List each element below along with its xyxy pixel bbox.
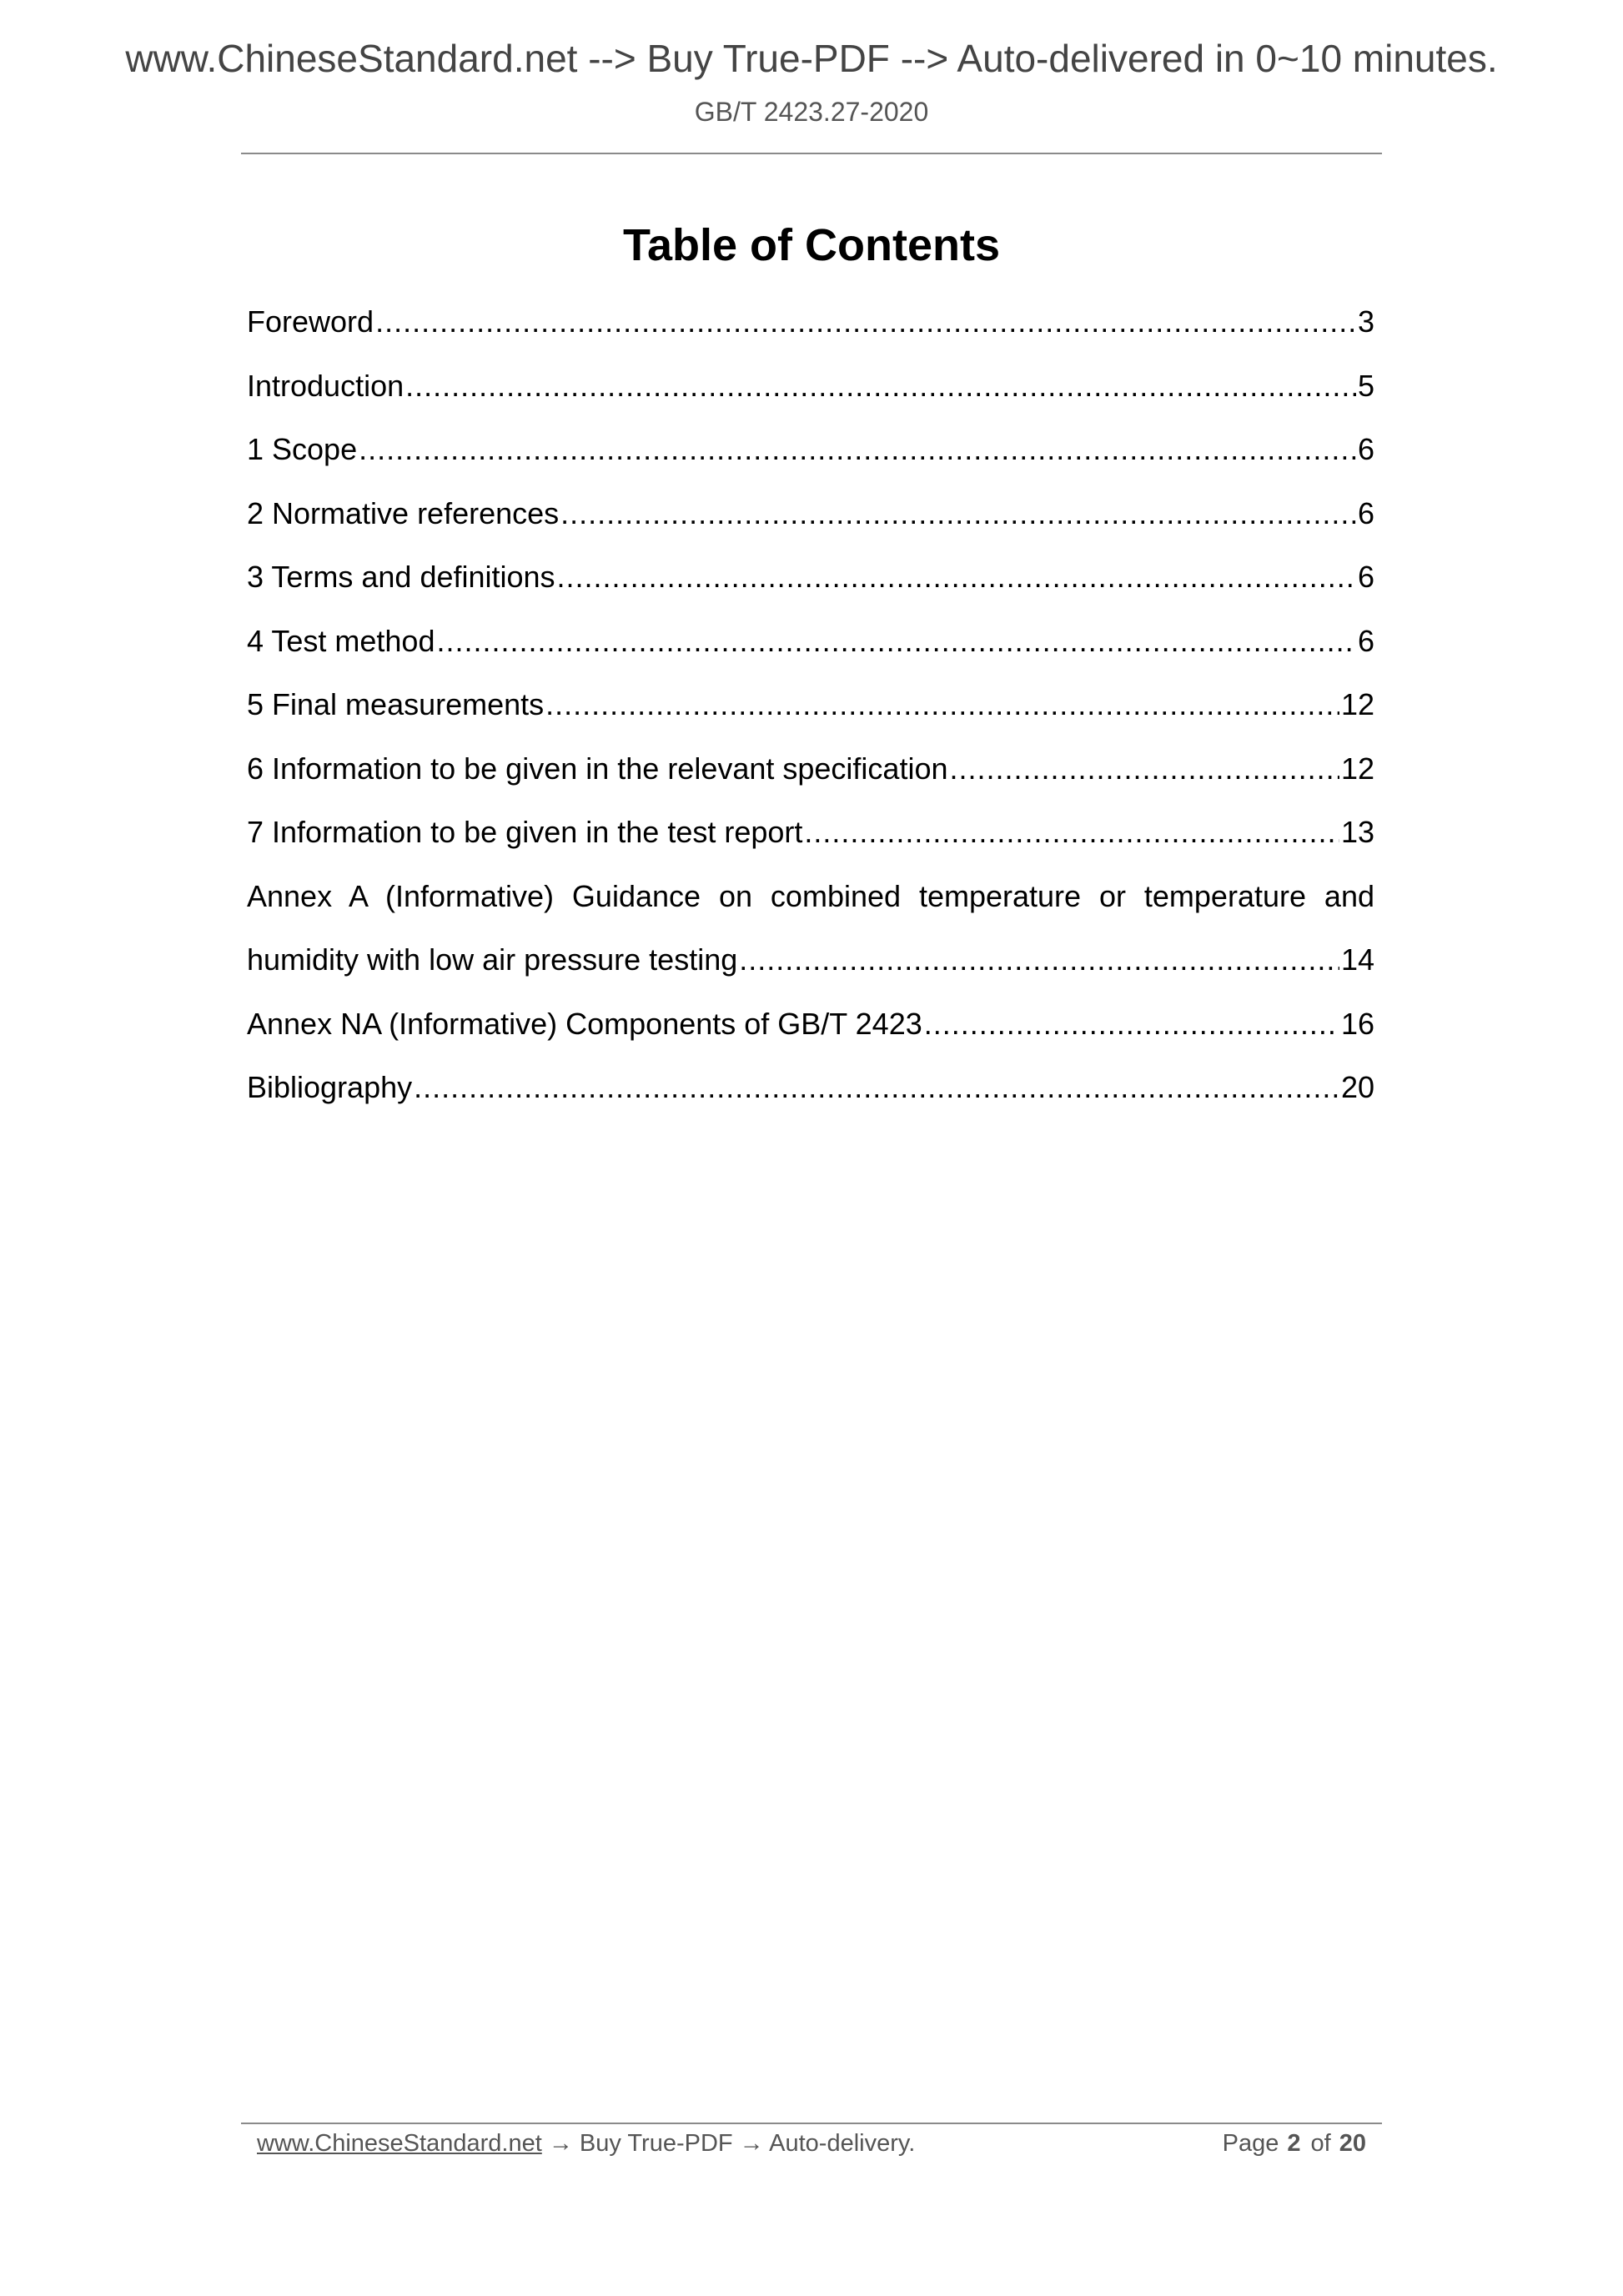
toc-label: Annex NA (Informative) Components of GB/T 2423 (247, 1006, 922, 1041)
toc-leader-dots (405, 368, 1356, 404)
toc-label: humidity with low air pressure testing (247, 942, 738, 977)
toc-label: 7 Information to be given in the test report (247, 815, 803, 849)
toc-label: 6 Information to be given in the relevant specification (247, 751, 948, 786)
toc-page-number: 6 (1357, 560, 1374, 594)
toc-entry-annex-a-line1[interactable] (247, 878, 1374, 942)
toc-page-number: 12 (1340, 687, 1374, 721)
toc-entry-foreword[interactable] (247, 304, 1374, 368)
toc-leader-dots (436, 623, 1355, 660)
toc-entry-scope[interactable] (247, 431, 1374, 495)
toc-label: Introduction (247, 368, 404, 403)
toc-label: Foreword (247, 304, 374, 339)
toc-leader-dots (375, 304, 1356, 340)
toc-label: 2 Normative references (247, 495, 560, 530)
toc-entry-relevant-specification[interactable] (247, 751, 1374, 815)
toc-entry-annex-na[interactable] (247, 1006, 1374, 1070)
toc-label: 1 Scope (247, 432, 358, 466)
toc-leader-dots (359, 431, 1356, 468)
toc-label: 3 Terms and definitions (247, 560, 555, 594)
toc-entry-final-measurements[interactable] (247, 686, 1374, 751)
footer-divider (241, 2123, 1382, 2124)
toc-page-number: 20 (1340, 1070, 1374, 1104)
toc-leader-dots (739, 942, 1339, 978)
toc-leader-dots (545, 686, 1339, 723)
footer-promo (257, 2128, 915, 2158)
toc-page-number: 3 (1357, 304, 1374, 339)
toc-label: 5 Final measurements (247, 687, 545, 721)
footer-step-delivery: Auto-delivery. (769, 2130, 916, 2157)
footer-site-link[interactable]: www.ChineseStandard.net (257, 2130, 542, 2157)
toc-entry-normative-references[interactable] (247, 495, 1374, 560)
toc-leader-dots (804, 814, 1339, 851)
of-word: of (1310, 2130, 1331, 2157)
toc-label: Bibliography (247, 1070, 413, 1104)
toc-page-number: 5 (1357, 368, 1374, 403)
toc-entry-terms-and-definitions[interactable] (247, 559, 1374, 623)
standard-code: GB/T 2423.27-2020 (694, 97, 929, 127)
header-divider (241, 153, 1382, 154)
header-banner: www.ChineseStandard.net --> Buy True-PDF --> Auto-delivered in 0~10 minutes. (125, 37, 1498, 80)
arrow-right-icon: → (739, 2130, 764, 2157)
toc-leader-dots (414, 1069, 1339, 1106)
toc-leader-dots (560, 495, 1356, 532)
toc-page-number: 12 (1340, 751, 1374, 786)
toc-entry-test-method[interactable] (247, 623, 1374, 687)
page-word: Page (1222, 2130, 1279, 2157)
page-footer (257, 2128, 1366, 2158)
toc-entry-bibliography[interactable] (247, 1069, 1374, 1133)
page-title: Table of Contents (623, 220, 1000, 270)
toc-page-number: 6 (1357, 623, 1374, 658)
toc-label: Annex A (Informative) Guidance on combined temperature or temperature and (247, 878, 1374, 913)
toc-page-number: 13 (1340, 815, 1374, 849)
toc-page-number: 6 (1357, 432, 1374, 466)
toc-entry-annex-a-line2[interactable] (247, 942, 1374, 1006)
page-total: 20 (1339, 2130, 1366, 2157)
arrow-right-icon: → (548, 2130, 573, 2157)
toc-entry-introduction[interactable] (247, 368, 1374, 432)
toc-page-number: 16 (1340, 1006, 1374, 1041)
footer-step-buy: Buy True-PDF (579, 2130, 733, 2157)
toc-leader-dots (924, 1006, 1339, 1042)
toc-leader-dots (950, 751, 1339, 787)
toc-page-number: 6 (1357, 495, 1374, 530)
toc-leader-dots (557, 559, 1356, 595)
toc-entry-test-report[interactable] (247, 814, 1374, 878)
toc-label: 4 Test method (247, 623, 435, 658)
toc-page-number: 14 (1340, 942, 1374, 977)
table-of-contents (247, 304, 1374, 1133)
page-current: 2 (1287, 2130, 1301, 2157)
page-indicator (1223, 2128, 1366, 2158)
